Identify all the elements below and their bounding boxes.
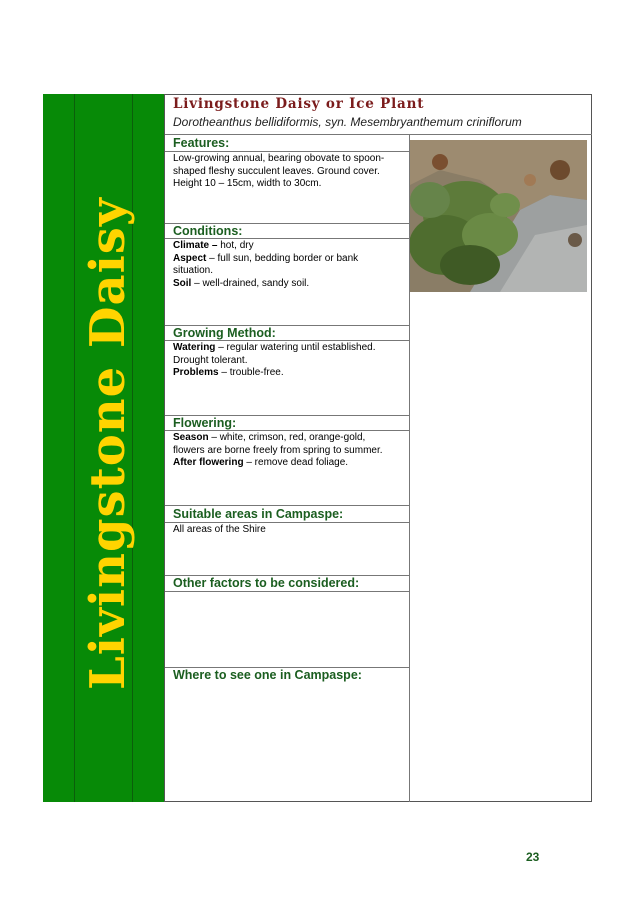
- features-line: Height 10 – 15cm, width to 30cm.: [173, 178, 322, 189]
- season-value: – white, crimson, red, orange-gold,: [208, 432, 366, 443]
- banner-divider: [74, 94, 75, 802]
- drought-line: Drought tolerant.: [173, 354, 248, 366]
- botanical-name: Dorotheanthus bellidiformis, syn. Mesembryanthemum criniflorum: [173, 115, 522, 129]
- suitable-title: Suitable areas in Campaspe:: [173, 507, 344, 521]
- divider: [165, 151, 409, 152]
- aspect-line: [173, 253, 407, 266]
- divider: [165, 505, 409, 506]
- features-line: shaped fleshy succulent leaves. Ground cover.: [173, 165, 380, 177]
- aspect-value: – full sun, bedding border or bank: [206, 252, 359, 264]
- climate-value: hot, dry: [217, 240, 254, 251]
- climate-label: Climate –: [173, 240, 218, 251]
- aspect-line-2: situation.: [173, 265, 214, 276]
- other-title: Other factors to be considered:: [173, 576, 360, 590]
- problems-label: Problems: [173, 367, 219, 378]
- flowering-title: Flowering:: [173, 416, 237, 430]
- conditions-text: [173, 240, 407, 290]
- conditions-title: Conditions:: [173, 224, 243, 238]
- page-number: 23: [526, 850, 540, 864]
- divider: [165, 591, 409, 592]
- watering-line: [173, 342, 407, 355]
- side-title: Livingstone Daisy: [80, 197, 136, 690]
- growing-title: Growing Method:: [173, 326, 276, 340]
- features-title: Features:: [173, 136, 230, 150]
- watering-label: Watering: [173, 342, 216, 353]
- soil-label: Soil: [173, 277, 192, 289]
- features-line: Low-growing annual, bearing obovate to spoon-: [173, 153, 385, 164]
- flowering-line-2: flowers are borne freely from spring to summer.: [173, 444, 383, 456]
- problems-value: – trouble-free.: [218, 367, 284, 378]
- flowering-text: [173, 432, 407, 470]
- where-title: Where to see one in Campaspe:: [173, 668, 362, 682]
- features-text: [173, 153, 407, 191]
- season-line: [173, 432, 407, 445]
- after-line: [173, 457, 407, 470]
- plant-photo: [410, 140, 587, 292]
- growing-text: [173, 342, 407, 380]
- suitable-text: All areas of the Shire: [173, 524, 266, 535]
- divider: [165, 134, 592, 135]
- climate-line: [173, 240, 407, 253]
- problems-line: [173, 367, 407, 380]
- divider: [165, 430, 409, 431]
- soil-line: [173, 278, 407, 291]
- after-value: – remove dead foliage.: [243, 457, 349, 468]
- after-label: After flowering: [173, 457, 244, 468]
- soil-value: – well-drained, sandy soil.: [191, 277, 310, 289]
- watering-value: – regular watering until established.: [215, 342, 376, 353]
- divider: [165, 522, 409, 523]
- plant-title: Livingstone Daisy or Ice Plant: [173, 96, 425, 112]
- divider: [165, 238, 409, 239]
- plant-photo-image: [410, 140, 587, 292]
- aspect-label: Aspect: [173, 252, 207, 264]
- divider: [165, 340, 409, 341]
- season-label: Season: [173, 432, 209, 443]
